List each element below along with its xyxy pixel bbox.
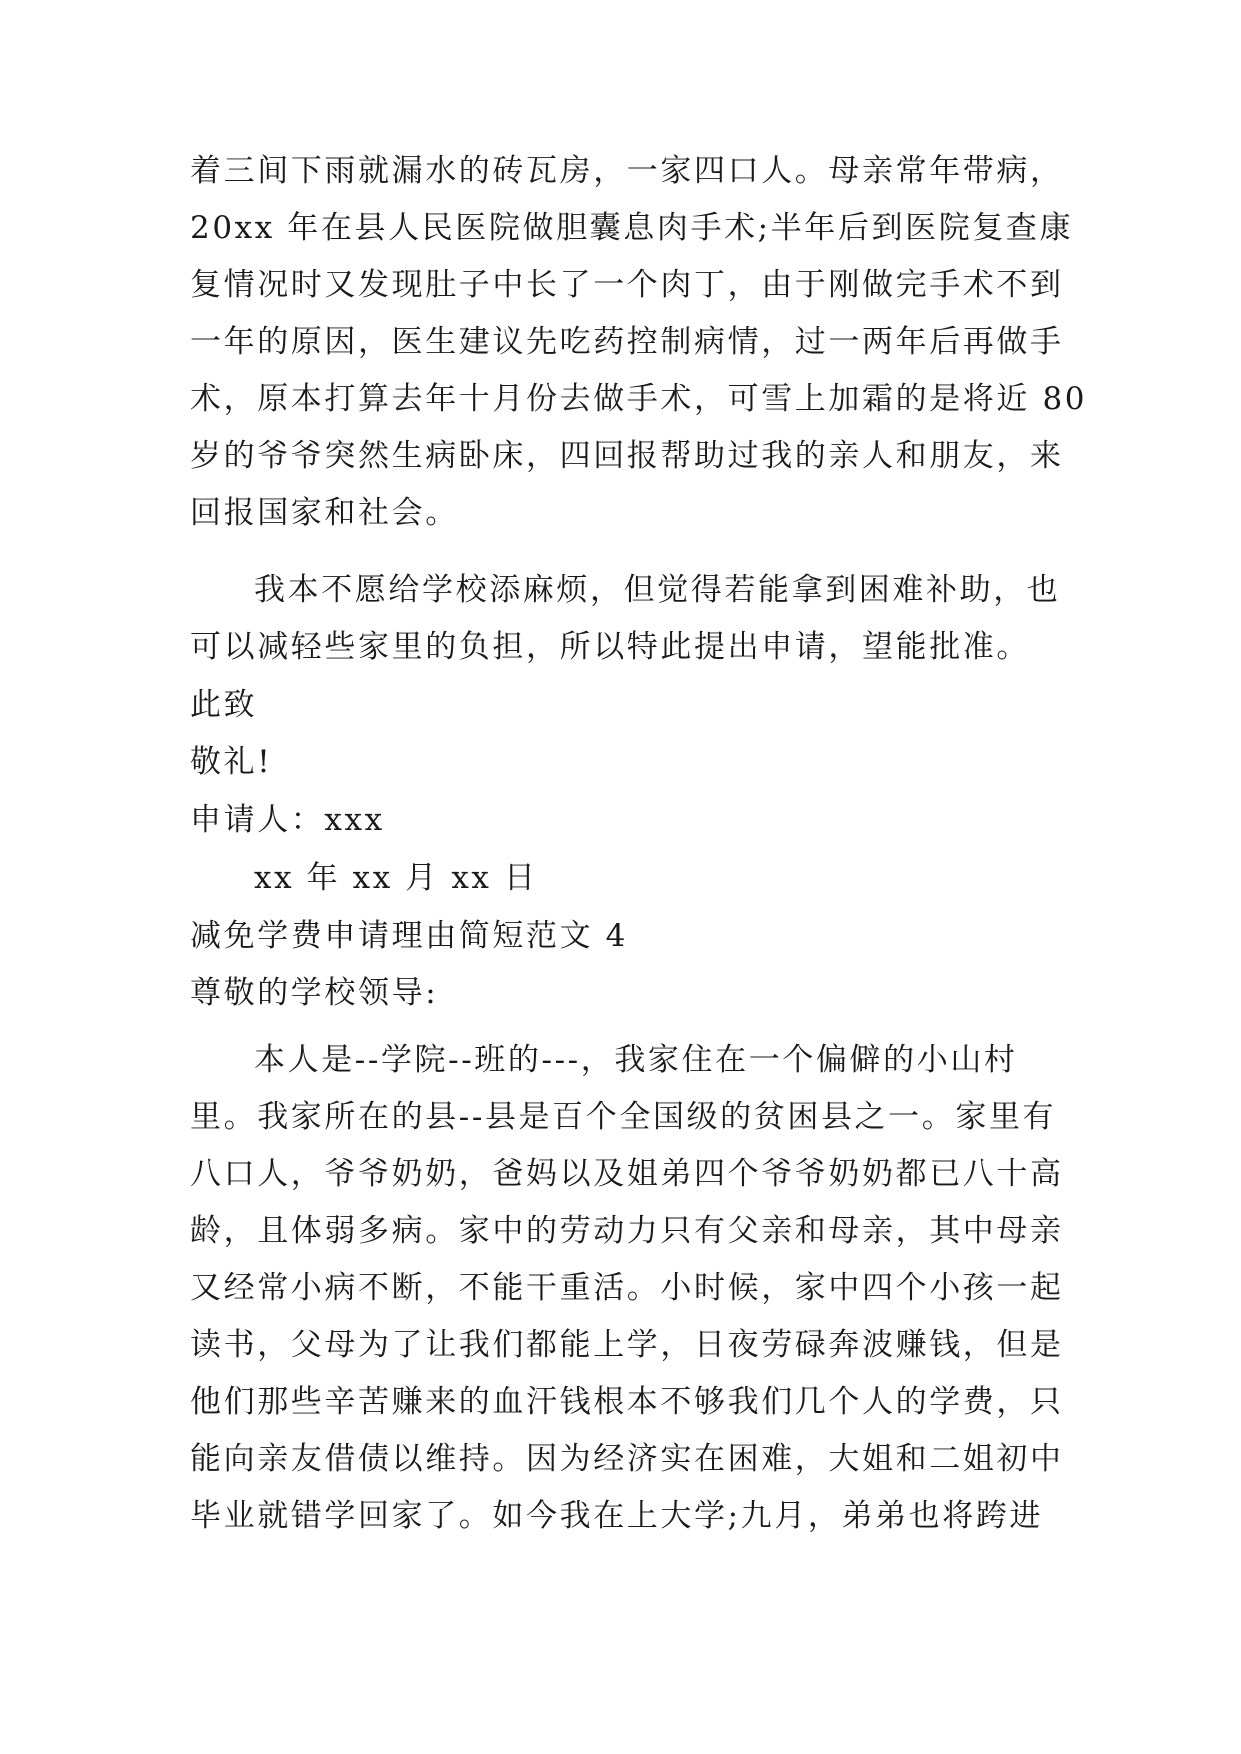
paragraph-line: 毕业就错学回家了。如今我在上大学;九月，弟弟也将跨进 [190,1498,1044,1534]
paragraph-line: 可以减轻些家里的负担，所以特此提出申请，望能批准。 [190,629,1030,665]
paragraph-line: 又经常小病不断，不能干重活。小时候，家中四个小孩一起 [190,1270,1064,1306]
salutation-line: 敬礼! [190,744,273,780]
paragraph-line: 八口人，爷爷奶奶，爸妈以及姐弟四个爷爷奶奶都已八十高 [190,1156,1064,1192]
date-line: xx 年 xx 月 xx 日 [254,860,538,896]
paragraph-line: 术，原本打算去年十月份去做手术，可雪上加霜的是将近 80 [190,381,1088,417]
paragraph-line: 本人是--学院--班的---，我家住在一个偏僻的小山村 [254,1042,1018,1078]
paragraph-line: 一年的原因，医生建议先吃药控制病情，过一两年后再做手 [190,324,1064,360]
paragraph-line: 龄，且体弱多病。家中的劳动力只有父亲和母亲，其中母亲 [190,1213,1064,1249]
paragraph-line: 我本不愿给学校添麻烦，但觉得若能拿到困难补助，也 [254,572,1061,608]
paragraph-line: 他们那些辛苦赚来的血汗钱根本不够我们几个人的学费，只 [190,1384,1064,1420]
paragraph-line: 能向亲友借债以维持。因为经济实在困难，大姐和二姐初中 [190,1441,1064,1477]
applicant-line: 申请人：xxx [190,802,385,838]
paragraph-line: 读书，父母为了让我们都能上学，日夜劳碌奔波赚钱，但是 [190,1327,1064,1363]
greeting-line: 尊敬的学校领导: [190,975,439,1011]
paragraph-line: 着三间下雨就漏水的砖瓦房，一家四口人。母亲常年带病， [190,153,1064,189]
paragraph-line: 岁的爷爷突然生病卧床，四回报帮助过我的亲人和朋友，来 [190,438,1064,474]
paragraph-line: 里。我家所在的县--县是百个全国级的贫困县之一。家里有 [190,1099,1057,1135]
paragraph-line: 回报国家和社会。 [190,495,459,531]
closing-line: 此致 [190,687,258,723]
section-title: 减免学费申请理由简短范文 4 [190,918,628,954]
paragraph-line: 20xx 年在县人民医院做胆囊息肉手术;半年后到医院复查康 [190,210,1074,246]
paragraph-line: 复情况时又发现肚子中长了一个肉丁，由于刚做完手术不到 [190,267,1064,303]
